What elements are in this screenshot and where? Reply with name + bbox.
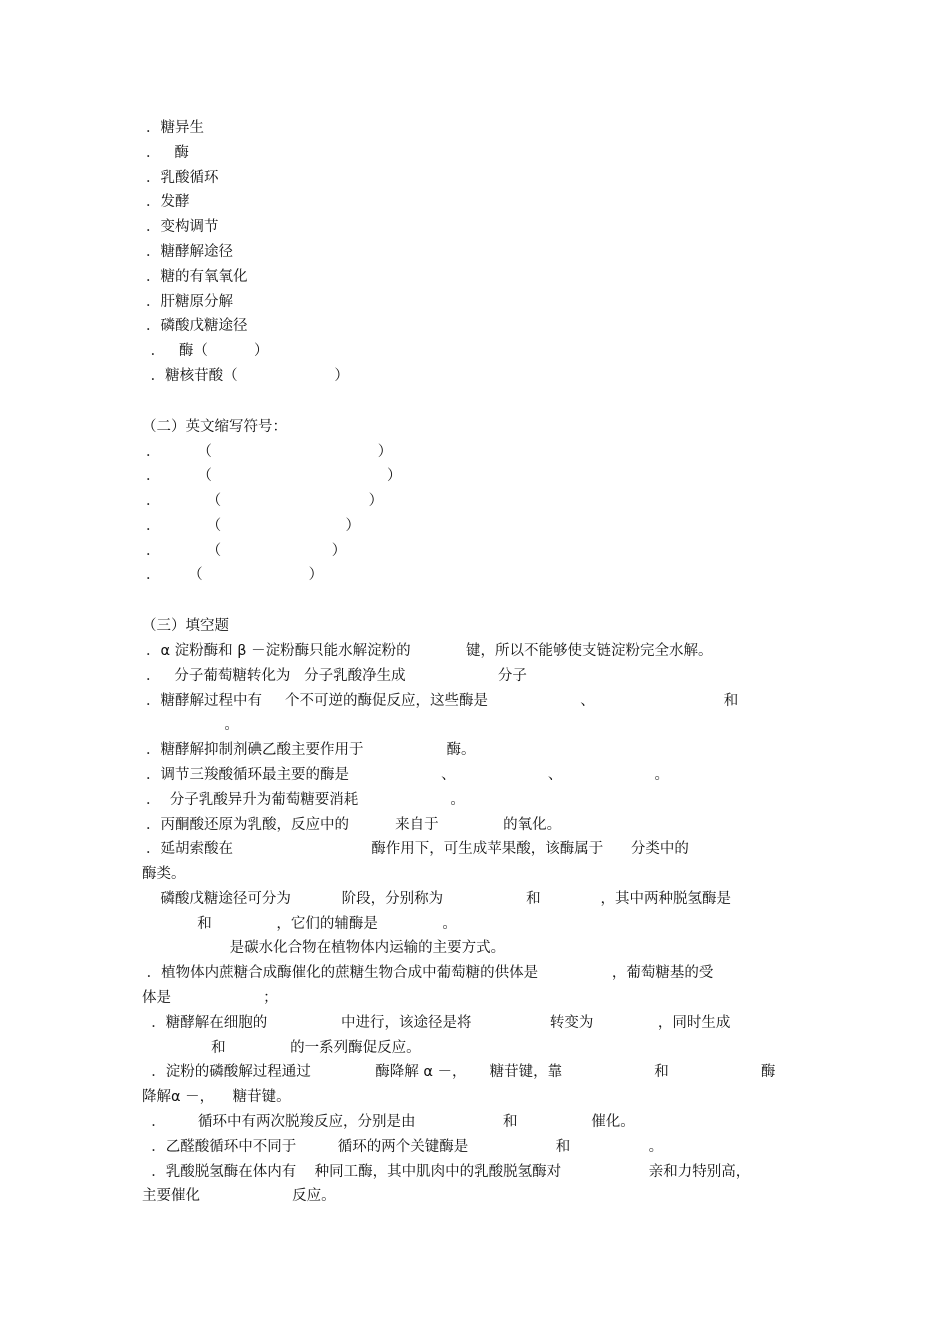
term-item: ．糖异生	[146, 120, 204, 136]
fill-line: ．糖酵解抑制剂碘乙酸主要作用于 酶。	[146, 742, 476, 758]
term-item: ．糖核苷酸（ ）	[146, 368, 349, 384]
term-item: ．肝糖原分解	[146, 294, 233, 310]
term-item: ．糖酵解途径	[146, 244, 233, 260]
fill-line: ．调节三羧酸循环最主要的酶是 、 、 。	[146, 767, 670, 783]
term-item: ．变构调节	[146, 219, 219, 235]
fill-line: ．α 淀粉酶和 β －淀粉酶只能水解淀粉的 键，所以不能够使支链淀粉完全水解。	[146, 643, 713, 659]
fill-line: ．乳酸脱氢酶在体内有 种同工酶，其中肌肉中的乳酸脱氢酶对 亲和力特别高，	[142, 1164, 751, 1180]
abbr-item: ． （ ）	[146, 444, 393, 460]
fill-line: 和 的一系列酶促反应。	[142, 1040, 421, 1056]
fill-line: ． 分子乳酸异升为葡萄糖要消耗 。	[146, 792, 465, 808]
fill-line: ．糖酵解过程中有 个不可逆的酶促反应，这些酶是 、 和	[146, 693, 739, 709]
term-item: ．发酵	[146, 194, 190, 210]
fill-line: ．延胡索酸在 酶作用下，可生成苹果酸，该酶属于 分类中的	[146, 841, 689, 857]
fill-line: ．淀粉的磷酸解过程通过 酶降解 α －， 糖苷键，靠 和 酶	[142, 1064, 776, 1080]
abbr-item: ． （ ）	[146, 518, 361, 534]
fill-line: 和 ，它们的辅酶是 。	[142, 916, 457, 932]
term-item: ． 酶（ ）	[146, 343, 269, 359]
fill-line: 体是 ；	[142, 990, 278, 1006]
fill-heading: （三）填空题	[142, 618, 229, 634]
fill-line: ．乙醛酸循环中不同于 循环的两个关键酶是 和 。	[142, 1139, 664, 1155]
term-item: ．糖的有氧氧化	[146, 269, 248, 285]
fill-line: ．丙酮酸还原为乳酸，反应中的 来自于 的氧化。	[146, 817, 562, 833]
abbr-item: ． （ ）	[146, 543, 347, 559]
fill-line: ． 循环中有两次脱羧反应，分别是由 和 催化。	[142, 1114, 635, 1130]
fill-line: 是碳水化合物在植物体内运输的主要方式。	[142, 940, 506, 956]
fill-line: 磷酸戊糖途径可分为 阶段，分别称为 和 ，其中两种脱氢酶是	[142, 891, 732, 907]
abbr-heading: （二）英文缩写符号：	[142, 419, 287, 435]
abbr-item: ． （ ）	[146, 493, 384, 509]
fill-line: ．糖酵解在细胞的 中进行，该途径是将 转变为 ，同时生成	[142, 1015, 731, 1031]
term-item: ．磷酸戊糖途径	[146, 318, 248, 334]
term-item: ．乳酸循环	[146, 170, 219, 186]
fill-line: 酶类。	[142, 866, 186, 882]
fill-line: ． 分子葡萄糖转化为 分子乳酸净生成 分子	[146, 668, 527, 684]
abbr-item: ． （ ）	[146, 468, 402, 484]
abbr-item: ． （ ）	[146, 567, 324, 583]
fill-line: 主要催化 反应。	[142, 1188, 336, 1204]
fill-line: 。	[146, 717, 239, 733]
term-item: ． 酶	[146, 145, 189, 161]
fill-line: 降解α －， 糖苷键。	[142, 1089, 291, 1105]
fill-line: ．植物体内蔗糖合成酶催化的蔗糖生物合成中葡萄糖的供体是 ，葡萄糖基的受	[142, 965, 714, 981]
